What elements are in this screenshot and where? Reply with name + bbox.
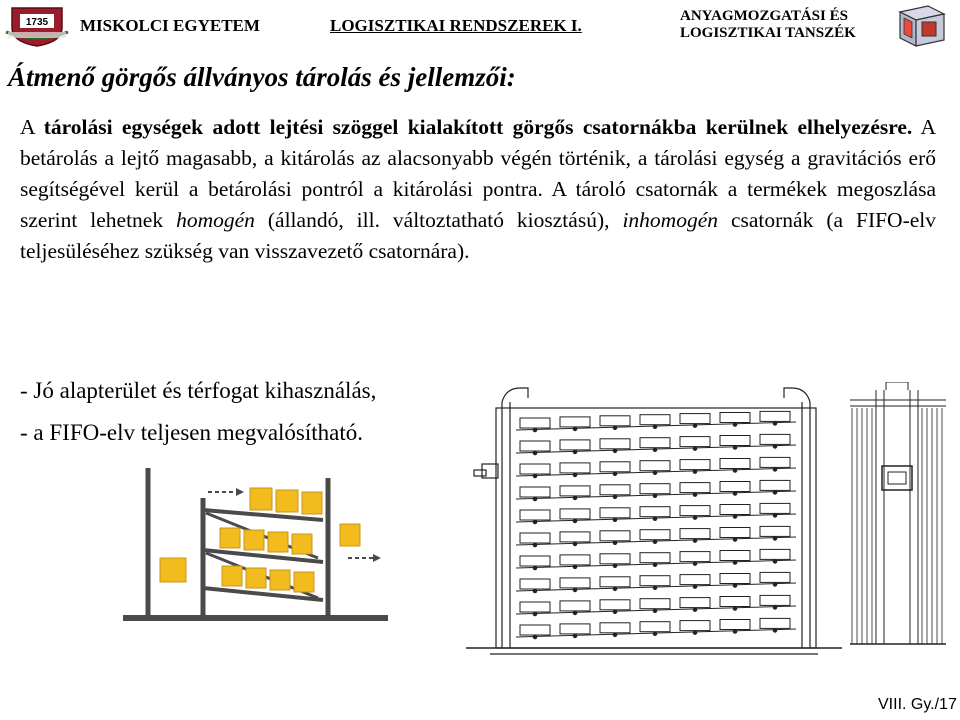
para-text-4: csatornák (a FIFO-elv teljesüléséhez szükség van visszavezető csatornára).: [20, 208, 937, 263]
department-name: [680, 8, 856, 42]
university-name: MISKOLCI EGYETEM: [80, 16, 260, 35]
roller-rack-front-view: [466, 382, 842, 660]
department-line-1: ANYAGMOZGATÁSI ÉS: [680, 8, 848, 24]
slide-number: VIII. Gy./17: [878, 696, 957, 713]
slide-header: [0, 0, 960, 50]
flow-rack-illustration: [118, 458, 408, 638]
para-italic-inhomogen: inhomogén: [622, 208, 718, 232]
university-crest-icon: [4, 2, 70, 48]
description-paragraph: [20, 112, 936, 267]
crest-year-text: 1735: [25, 17, 49, 28]
course-title: LOGISZTIKAI RENDSZEREK I.: [330, 16, 582, 35]
rack-side-view: [846, 382, 950, 660]
slide-title: Átmenő görgős állványos tárolás és jellemzői:: [8, 62, 516, 92]
para-text-2: A betárolás a lejtő magasabb, a kitárolás az alacsonyabb végén történik, a tárolási egység a gravitációs erő segítségével kerül a betárolási pontról a kitárolási pontra. A tároló csatornák a termékek megoszlása szerint lehetnek: [20, 115, 937, 232]
department-logo-icon: [888, 4, 950, 48]
department-line-2: LOGISZTIKAI TANSZÉK: [680, 25, 856, 41]
bullet-item: - Jó alapterület és térfogat kihasználás,: [20, 378, 377, 403]
para-bold-text: tárolási egységek adott lejtési szöggel kialakított görgős csatornákba kerülnek elhelyezésre.: [43, 115, 913, 139]
para-text-3: (állandó, ill. változtatható kiosztású),: [254, 208, 623, 232]
bullet-item: - a FIFO-elv teljesen megvalósítható.: [20, 420, 364, 445]
para-text-1: A: [20, 115, 44, 139]
para-italic-homogen: homogén: [176, 208, 255, 232]
